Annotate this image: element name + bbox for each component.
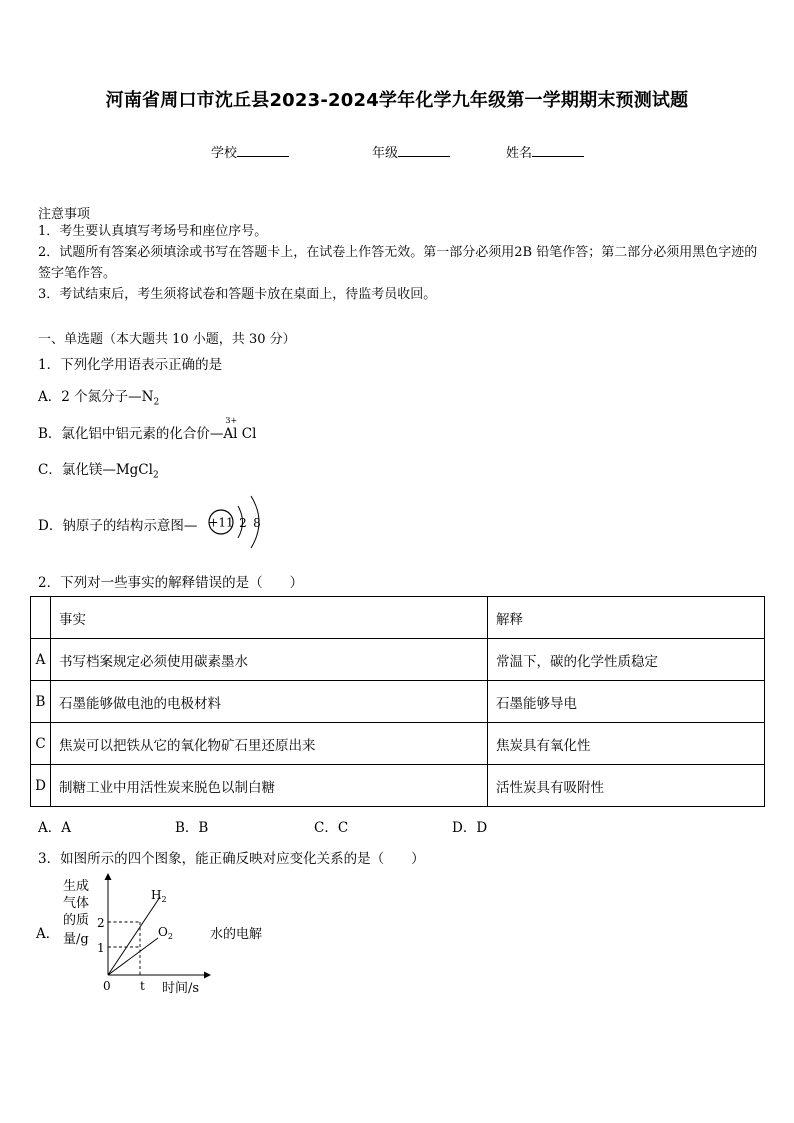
q1-option-b-text: B．氯化铝中铝元素的化合价— <box>38 426 224 442</box>
electron-shell-2-count: 8 <box>253 516 261 530</box>
notes-heading: 注意事项 <box>38 207 91 222</box>
h2-line <box>108 897 160 975</box>
q1-option-a-sub: 2 <box>153 397 160 408</box>
electrolysis-graph <box>36 872 296 1002</box>
facts-table <box>30 596 765 807</box>
section-title: 一、单选题（本大题共 10 小题，共 30 分） <box>38 332 296 347</box>
o2-line-label: $O_2$ <box>158 925 173 941</box>
table-header-cell: 事实 <box>51 597 488 639</box>
table-cell: 常温下，碳的化学性质稳定 <box>488 639 765 681</box>
x-tick-label: t <box>140 979 145 993</box>
y-tick-label: 2 <box>97 916 105 930</box>
table-row <box>31 681 765 723</box>
o2-line <box>108 938 158 975</box>
school-blank[interactable] <box>237 144 289 157</box>
school-field <box>211 142 289 161</box>
page-title: 河南省周口市沈丘县2023-2024学年化学九年级第一学期期末预测试题 <box>105 90 689 111</box>
table-cell: D <box>31 765 51 807</box>
q2-answer-a[interactable]: A．A <box>38 820 71 836</box>
table-row <box>31 723 765 765</box>
table-header-row <box>31 597 765 639</box>
name-label: 姓名 <box>506 146 533 161</box>
y-axis-label-line: 气体 <box>63 896 90 911</box>
q1-option-a[interactable] <box>38 385 159 408</box>
table-cell: 焦炭具有氧化性 <box>488 723 765 765</box>
electron-shell-1-count: 2 <box>239 516 247 530</box>
table-row <box>31 639 765 681</box>
grade-blank[interactable] <box>398 144 450 157</box>
x-origin-label: 0 <box>103 979 111 993</box>
q1-option-c[interactable] <box>38 458 159 481</box>
table-header-cell <box>31 597 51 639</box>
q1-option-d-text: D．钠原子的结构示意图— <box>38 518 198 534</box>
grade-label: 年级 <box>372 146 399 161</box>
question-3-stem: 3．如图所示的四个图象，能正确反映对应变化关系的是（ ） <box>38 851 425 867</box>
y-axis-label-line: 生成 <box>63 879 90 894</box>
y-tick-label: 1 <box>97 941 105 955</box>
table-cell: B <box>31 681 51 723</box>
table-cell: 石墨能够做电池的电极材料 <box>51 681 488 723</box>
q2-answer-c[interactable]: C．C <box>314 820 349 836</box>
q1-option-d[interactable] <box>38 514 197 534</box>
x-axis-label: 时间/s <box>162 981 200 996</box>
y-axis-label-line: 量/g <box>63 932 89 947</box>
school-label: 学校 <box>211 146 238 161</box>
q1-option-c-text: C．氯化镁—MgCl <box>38 462 153 478</box>
table-cell: 石墨能够导电 <box>488 681 765 723</box>
table-cell: 焦炭可以把铁从它的氧化物矿石里还原出来 <box>51 723 488 765</box>
q2-answer-b[interactable]: B．B <box>175 820 209 836</box>
grade-field <box>372 142 450 161</box>
graph-caption: 水的电解 <box>210 927 263 942</box>
table-cell: A <box>31 639 51 681</box>
table-header-cell: 解释 <box>488 597 765 639</box>
table-row <box>31 765 765 807</box>
q3-option-a-label: A． <box>36 926 60 942</box>
y-axis-label-line: 的质 <box>63 913 90 928</box>
name-blank[interactable] <box>532 144 584 157</box>
note-item: 3．考试结束后，考生须将试卷和答题卡放在桌面上，待监考员收回。 <box>38 287 437 302</box>
note-item: 1．考生要认真填写考场号和座位序号。 <box>38 224 268 239</box>
q1-option-b-valence: 3+ <box>225 416 238 425</box>
q1-option-c-sub: 2 <box>152 470 159 481</box>
nucleus-charge: +11 <box>208 515 234 530</box>
table-cell: 书写档案规定必须使用碳素墨水 <box>51 639 488 681</box>
question-1-stem: 1．下列化学用语表示正确的是 <box>38 357 223 373</box>
h2-line-label: $H_2$ <box>151 888 167 904</box>
sodium-atom-diagram <box>207 492 277 554</box>
q1-option-b[interactable] <box>38 416 257 442</box>
q1-option-a-text: A．2 个氮分子—N <box>38 389 154 405</box>
table-cell: 制糖工业中用活性炭来脱色以制白糖 <box>51 765 488 807</box>
q1-option-b-formula: Al Cl <box>223 426 257 442</box>
question-2-stem: 2．下列对一些事实的解释错误的是（ ） <box>38 575 304 591</box>
q2-answer-d[interactable]: D．D <box>452 820 488 836</box>
table-cell: 活性炭具有吸附性 <box>488 765 765 807</box>
name-field <box>506 142 584 161</box>
table-cell: C <box>31 723 51 765</box>
note-item: 2．试题所有答案必须填涂或书写在答题卡上，在试卷上作答无效。第一部分必须用2B 铅笔作答；第二部分必须用黑色字迹的签字笔作答。 <box>38 245 758 281</box>
